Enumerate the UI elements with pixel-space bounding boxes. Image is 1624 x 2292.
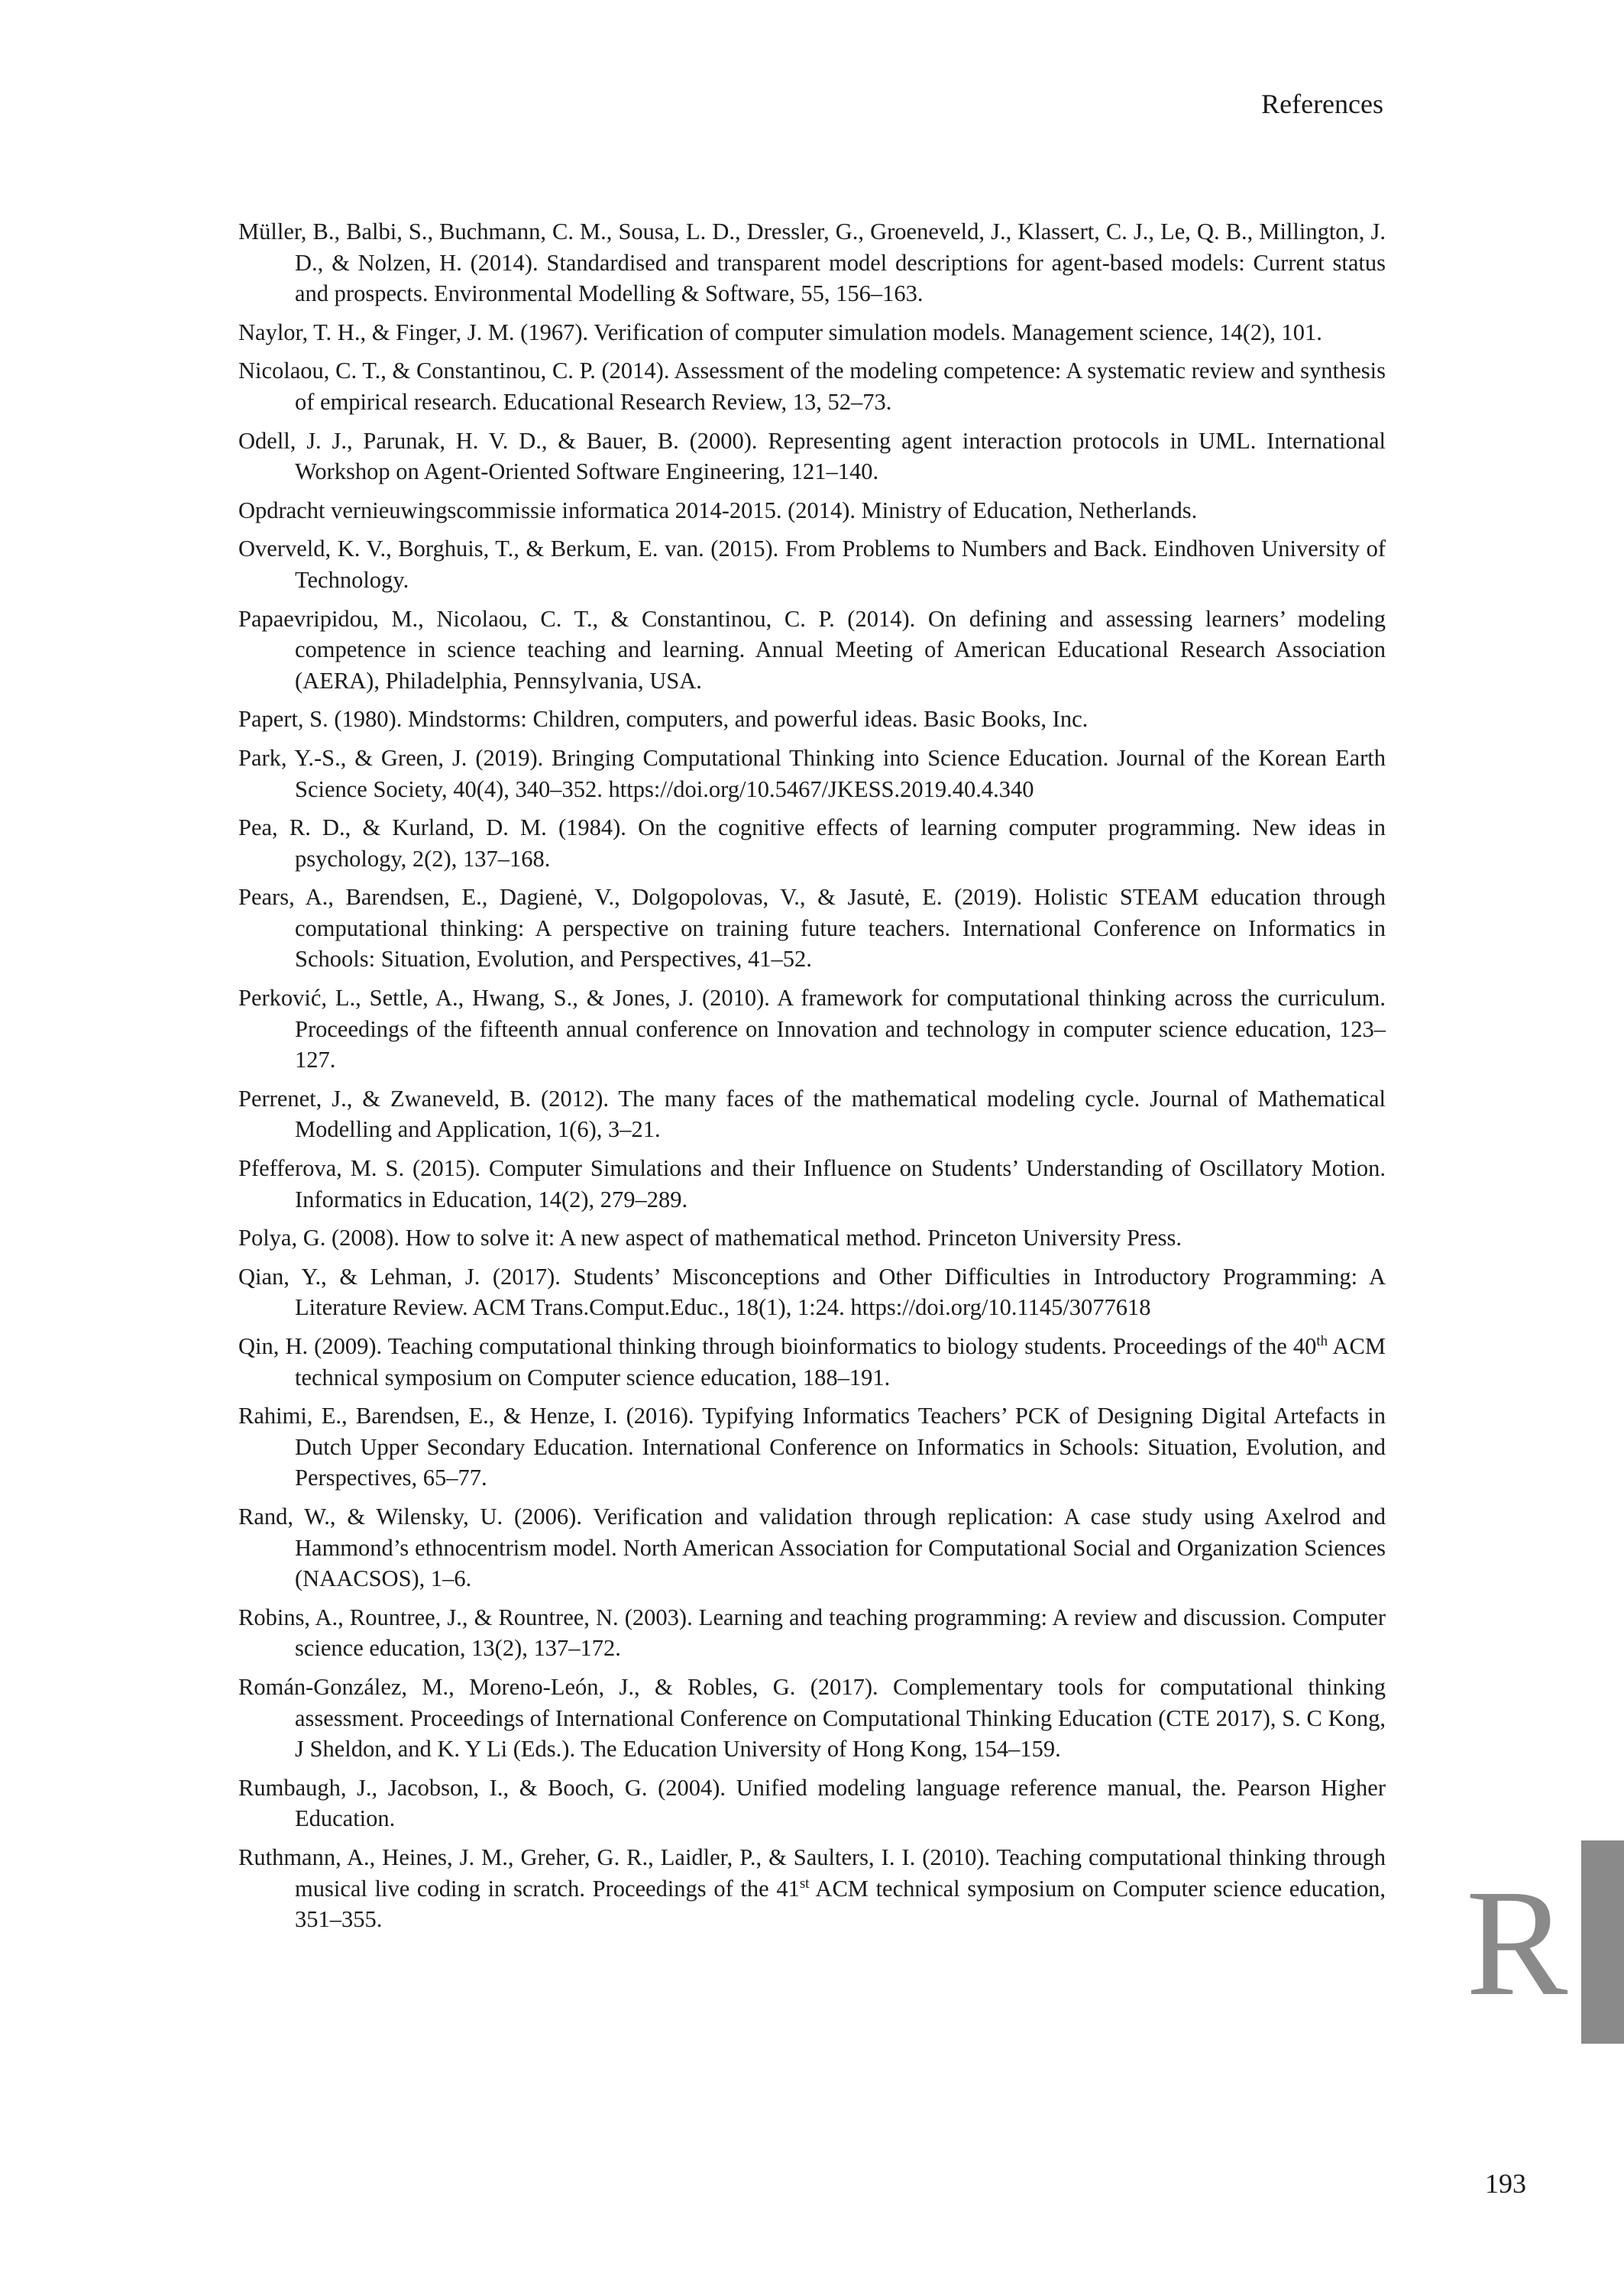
- reference-text: Qin, H. (2009). Teaching computational thinking through bioinformatics to biology students. Proceedings of the 40: [238, 1333, 1317, 1359]
- reference-entry: Pears, A., Barendsen, E., Dagienė, V., Dolgopolovas, V., & Jasutė, E. (2019). Holistic STEAM education through computational thinking: A perspective on training future teachers. International Conference on Informatics in Schools: Situation, Evolution, and Perspectives, 41–52.: [238, 884, 1386, 973]
- reference-entry: Naylor, T. H., & Finger, J. M. (1967). Verification of computer simulation models. Management science, 14(2), 101.: [238, 319, 1322, 345]
- reference-entry: Papert, S. (1980). Mindstorms: Children, computers, and powerful ideas. Basic Books, Inc.: [238, 706, 1089, 733]
- reference-entry: Nicolaou, C. T., & Constantinou, C. P. (2014). Assessment of the modeling competence: A systematic review and synthesis of empirical research. Educational Research Review, 13, 52–73.: [238, 358, 1386, 415]
- reference-entry: Román-González, M., Moreno-León, J., & Robles, G. (2017). Complementary tools for computational thinking assessment. Proceedings of International Conference on Computational Thinking Education (CTE 2017), S. C Kong, J Sheldon, and K. Y Li (Eds.). The Education University of Hong Kong, 154–159.: [238, 1673, 1386, 1763]
- reference-entry: Qian, Y., & Lehman, J. (2017). Students’ Misconceptions and Other Difficulties in Introductory Programming: A Literature Review. ACM Trans.Comput.Educ., 18(1), 1:24. https://doi.org/10.1145/3077618: [238, 1263, 1386, 1321]
- running-head: References: [1261, 89, 1383, 119]
- reference-entry: Robins, A., Rountree, J., & Rountree, N. (2003). Learning and teaching programming: A review and discussion. Computer science education, 13(2), 137–172.: [238, 1604, 1386, 1662]
- reference-entry: Park, Y.-S., & Green, J. (2019). Bringing Computational Thinking into Science Education. Journal of the Korean Earth Science Society, 40(4), 340–352. https://doi.org/10.5467/JKESS.2019.40.4.340: [238, 744, 1386, 802]
- section-thumb-tab: [1581, 1840, 1624, 2044]
- ordinal-suffix: th: [1316, 1332, 1328, 1349]
- reference-entry: [238, 1331, 1386, 1393]
- reference-entry: Rumbaugh, J., Jacobson, I., & Booch, G. (2004). Unified modeling language reference manual, the. Pearson Higher Education.: [238, 1774, 1386, 1832]
- reference-entry: Polya, G. (2008). How to solve it: A new aspect of mathematical method. Princeton University Press.: [238, 1225, 1182, 1251]
- reference-entry: Rand, W., & Wilensky, U. (2006). Verification and validation through replication: A case study using Axelrod and Hammond’s ethnocentrism model. North American Association for Computational Social and Organization Sciences (NAACSOS), 1–6.: [238, 1503, 1386, 1592]
- reference-entry: Müller, B., Balbi, S., Buchmann, C. M., Sousa, L. D., Dressler, G., Groeneveld, J., Klassert, C. J., Le, Q. B., Millington, J. D., & Nolzen, H. (2014). Standardised and transparent model descriptions for agent-based models: Current status and prospects. Environmental Modelling & Software, 55, 156–163.: [238, 219, 1386, 307]
- reference-text: ACM technical symposium on Computer science education, 351–355.: [295, 1875, 1386, 1933]
- reference-text: ACM technical symposium on Computer science education, 188–191.: [295, 1333, 1386, 1390]
- reference-list: [238, 216, 1386, 1935]
- section-thumb-letter: R: [1466, 1859, 1568, 2028]
- reference-entry: [238, 1842, 1386, 1935]
- reference-entry: Papaevripidou, M., Nicolaou, C. T., & Constantinou, C. P. (2014). On defining and assessing learners’ modeling competence in science teaching and learning. Annual Meeting of American Educational Research Association (AERA), Philadelphia, Pennsylvania, USA.: [238, 605, 1386, 694]
- ordinal-suffix: st: [799, 1875, 810, 1892]
- reference-entry: Opdracht vernieuwingscommissie informatica 2014-2015. (2014). Ministry of Education, Netherlands.: [238, 497, 1198, 523]
- reference-entry: Perković, L., Settle, A., Hwang, S., & Jones, J. (2010). A framework for computational thinking across the curriculum. Proceedings of the fifteenth annual conference on Innovation and technology in computer science education, 123–127.: [238, 985, 1386, 1073]
- reference-text: Ruthmann, A., Heines, J. M., Greher, G. R., Laidler, P., & Saulters, I. I. (2010). Teaching computational thinking through musical live coding in scratch. Proceedings of the 41: [238, 1844, 1386, 1902]
- reference-entry: Odell, J. J., Parunak, H. V. D., & Bauer, B. (2000). Representing agent interaction protocols in UML. International Workshop on Agent-Oriented Software Engineering, 121–140.: [238, 427, 1386, 485]
- reference-entry: Overveld, K. V., Borghuis, T., & Berkum, E. van. (2015). From Problems to Numbers and Back. Eindhoven University of Technology.: [238, 536, 1386, 593]
- reference-entry: Pfefferova, M. S. (2015). Computer Simulations and their Influence on Students’ Understanding of Oscillatory Motion. Informatics in Education, 14(2), 279–289.: [238, 1155, 1386, 1212]
- reference-entry: Perrenet, J., & Zwaneveld, B. (2012). The many faces of the mathematical modeling cycle. Journal of Mathematical Modelling and Application, 1(6), 3–21.: [238, 1085, 1386, 1143]
- reference-entry: Rahimi, E., Barendsen, E., & Henze, I. (2016). Typifying Informatics Teachers’ PCK of Designing Digital Artefacts in Dutch Upper Secondary Education. International Conference on Informatics in Schools: Situation, Evolution, and Perspectives, 65–77.: [238, 1403, 1386, 1491]
- reference-entry: Pea, R. D., & Kurland, D. M. (1984). On the cognitive effects of learning computer programming. New ideas in psychology, 2(2), 137–168.: [238, 814, 1386, 872]
- page-number: 193: [1485, 2168, 1526, 2199]
